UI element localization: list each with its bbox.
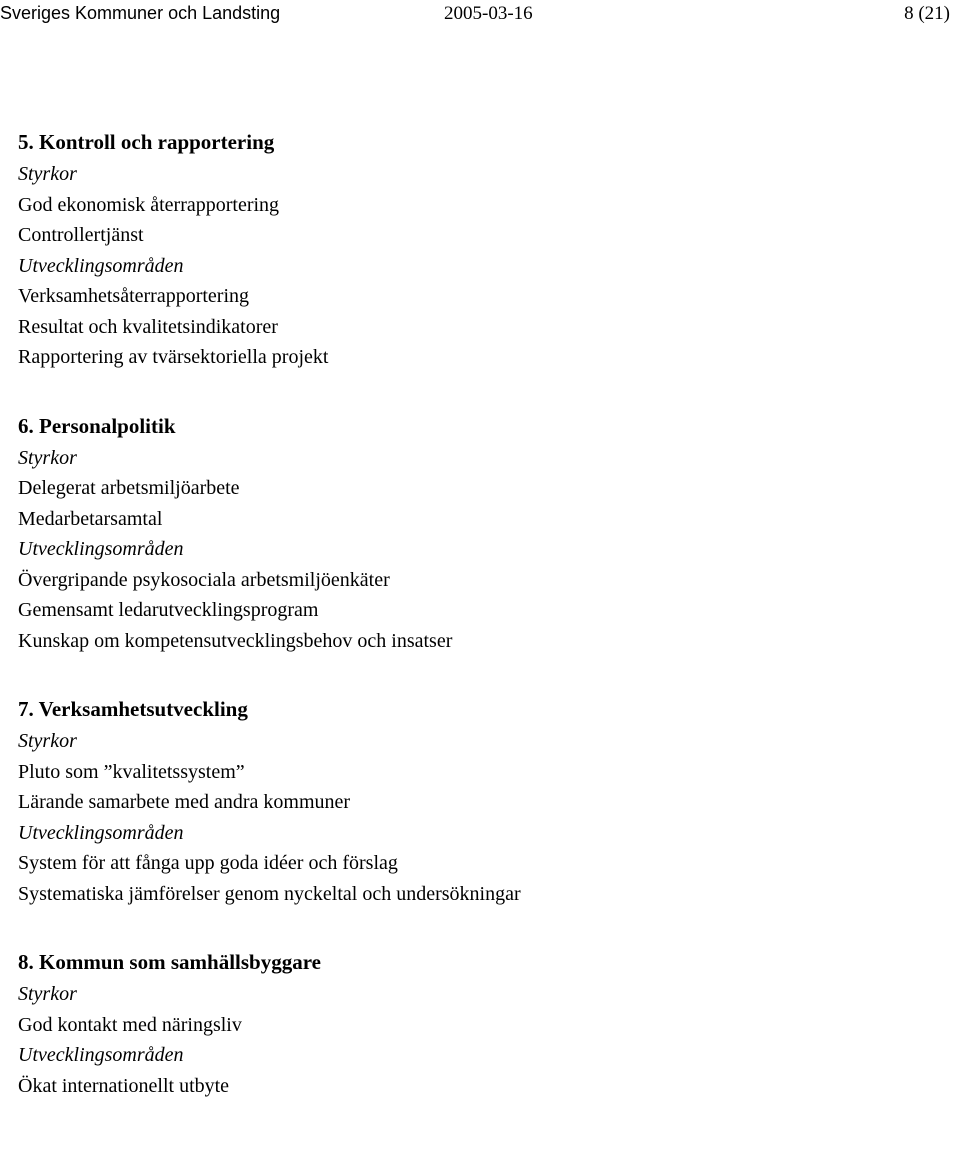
list-item: Gemensamt ledarutvecklingsprogram	[18, 599, 319, 621]
list-item: Pluto som ”kvalitetssystem”	[18, 760, 245, 783]
list-item: Delegerat arbetsmiljöarbete	[18, 477, 240, 499]
page-header	[0, 0, 960, 26]
development-areas-label: Utvecklingsområden	[18, 1044, 184, 1066]
section-kommun-som-samhallsbyggare	[18, 945, 948, 1101]
development-areas-list	[18, 848, 948, 909]
strengths-list	[18, 473, 948, 534]
list-item: Lärande samarbete med andra kommuner	[18, 791, 351, 813]
list-item: Resultat och kvalitetsindikatorer	[18, 315, 278, 338]
list-item: System för att fånga upp goda idéer och förslag	[18, 852, 398, 874]
list-item: Verksamhetsåterrapportering	[18, 285, 250, 307]
section-personalpolitik	[18, 409, 948, 657]
list-item: God kontakt med näringsliv	[18, 1013, 242, 1036]
section-kontroll-och-rapportering	[18, 125, 948, 373]
organization-name: Sveriges Kommuner och Landsting	[0, 3, 281, 23]
section-title: 8. Kommun som samhällsbyggare	[18, 950, 321, 974]
strengths-label: Styrkor	[18, 446, 77, 469]
section-title: 6. Personalpolitik	[18, 413, 176, 438]
list-item: Rapportering av tvärsektoriella projekt	[18, 346, 329, 368]
strengths-list	[18, 1010, 948, 1041]
list-item: God ekonomisk återrapportering	[18, 193, 280, 216]
development-areas-list	[18, 281, 948, 373]
section-verksamhetsutveckling	[18, 692, 948, 909]
development-areas-list	[18, 1071, 948, 1102]
list-item: Kunskap om kompetensutvecklingsbehov och insatser	[18, 629, 453, 652]
development-areas-label: Utvecklingsområden	[18, 254, 184, 277]
list-item: Systematiska jämförelser genom nyckeltal och undersökningar	[18, 882, 521, 905]
strengths-list	[18, 757, 948, 818]
document-body	[18, 125, 948, 1137]
list-item: Controllertjänst	[18, 224, 144, 246]
development-areas-label: Utvecklingsområden	[18, 538, 184, 560]
section-title: 5. Kontroll och rapportering	[18, 130, 275, 154]
document-date: 2005-03-16	[444, 3, 533, 24]
strengths-label: Styrkor	[18, 163, 77, 185]
strengths-label: Styrkor	[18, 983, 77, 1005]
strengths-label: Styrkor	[18, 730, 77, 752]
development-areas-list	[18, 565, 948, 657]
list-item: Ökat internationellt utbyte	[18, 1074, 230, 1097]
development-areas-label: Utvecklingsområden	[18, 821, 184, 844]
list-item: Medarbetarsamtal	[18, 507, 163, 530]
list-item: Övergripande psykosociala arbetsmiljöenkäter	[18, 568, 390, 591]
strengths-list	[18, 190, 948, 251]
section-title: 7. Verksamhetsutveckling	[18, 697, 248, 721]
page-number: 8 (21)	[904, 3, 950, 24]
